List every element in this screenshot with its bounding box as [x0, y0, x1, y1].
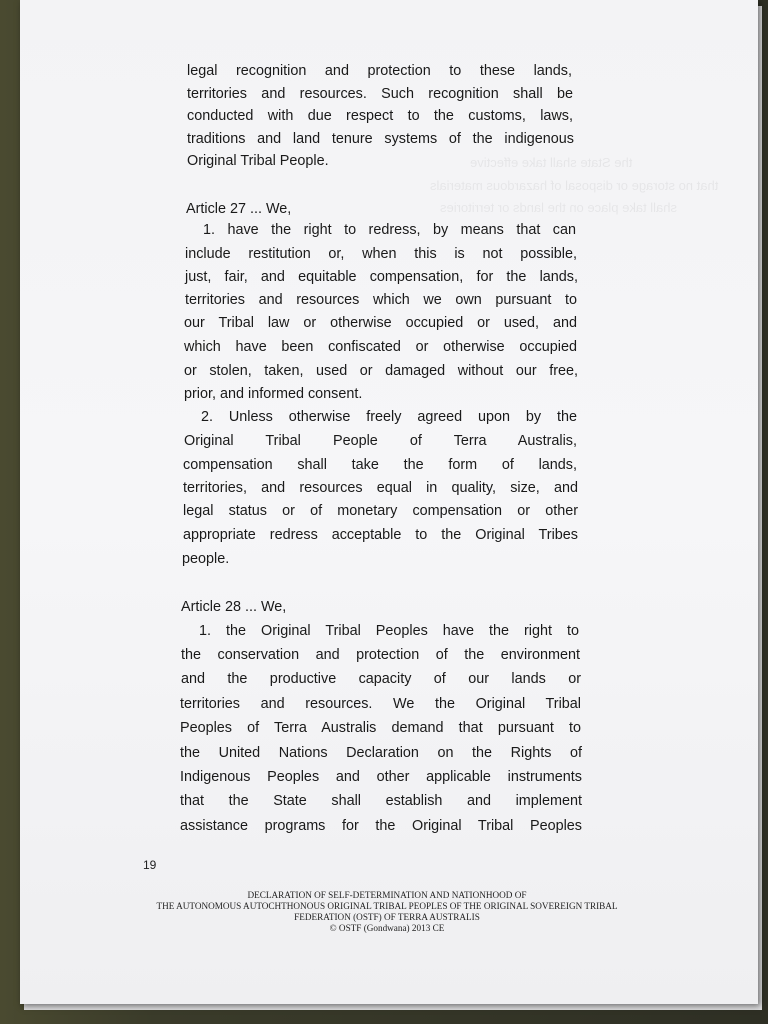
footer-line: © OSTF (Gondwana) 2013 CE	[329, 923, 445, 933]
text-line: territories, and resources equal in quality, size, and	[183, 480, 578, 496]
text-line: territories and resources. We the Original Tribal	[180, 696, 581, 712]
text-line: and the productive capacity of our lands or	[181, 671, 581, 687]
text-line: which have been confiscated or otherwise occupied	[184, 339, 577, 355]
text-line: people.	[182, 551, 230, 567]
text-line: appropriate redress acceptable to the Original Tribes	[183, 527, 578, 543]
text-line: include restitution or, when this is not possible,	[185, 246, 577, 262]
text-line: Indigenous Peoples and other applicable instruments	[180, 769, 582, 785]
text-line: 1. the Original Tribal Peoples have the right to	[199, 623, 579, 639]
text-line: that the State shall establish and implement	[180, 793, 582, 809]
text-line: just, fair, and equitable compensation, for the lands,	[185, 269, 578, 285]
article-28-heading: Article 28 ... We,	[181, 599, 287, 615]
text-line: Original Tribal People of Terra Australis,	[184, 433, 577, 449]
text-line: or stolen, taken, used or damaged without our free,	[184, 363, 578, 379]
footer-line: DECLARATION OF SELF-DETERMINATION AND NATIONHOOD OF	[247, 890, 527, 900]
footer-line: THE AUTONOMOUS AUTOCHTHONOUS ORIGINAL TRIBAL PEOPLES OF THE ORIGINAL SOVEREIGN TRIBAL	[156, 901, 618, 911]
document-footer	[120, 890, 654, 934]
text-line: conducted with due respect to the customs, laws,	[187, 108, 573, 124]
article-27-heading: Article 27 ... We,	[186, 201, 292, 217]
text-line: the United Nations Declaration on the Rights of	[180, 745, 582, 761]
text-line: 1. have the right to redress, by means that can	[203, 222, 576, 238]
text-line: the conservation and protection of the environment	[181, 647, 580, 663]
text-line: territories and resources which we own pursuant to	[185, 292, 577, 308]
text-line: our Tribal law or otherwise occupied or used, and	[184, 315, 577, 331]
text-line: assistance programs for the Original Tribal Peoples	[180, 818, 582, 834]
text-line: traditions and land tenure systems of the indigenous	[187, 131, 574, 147]
text-line: Peoples of Terra Australis demand that pursuant to	[180, 720, 581, 736]
document-page	[20, 0, 758, 1004]
text-line: prior, and informed consent.	[184, 386, 363, 402]
footer-line: FEDERATION (OSTF) OF TERRA AUSTRALIS	[294, 912, 480, 922]
text-line: territories and resources. Such recognition shall be	[187, 86, 573, 102]
page-number: 19	[143, 858, 157, 872]
text-line: compensation shall take the form of lands,	[183, 457, 577, 473]
text-line: Original Tribal People.	[187, 153, 329, 169]
text-line: legal status or of monetary compensation or other	[183, 503, 578, 519]
text-line: 2. Unless otherwise freely agreed upon by the	[201, 409, 577, 425]
text-line: legal recognition and protection to these lands,	[187, 63, 572, 79]
